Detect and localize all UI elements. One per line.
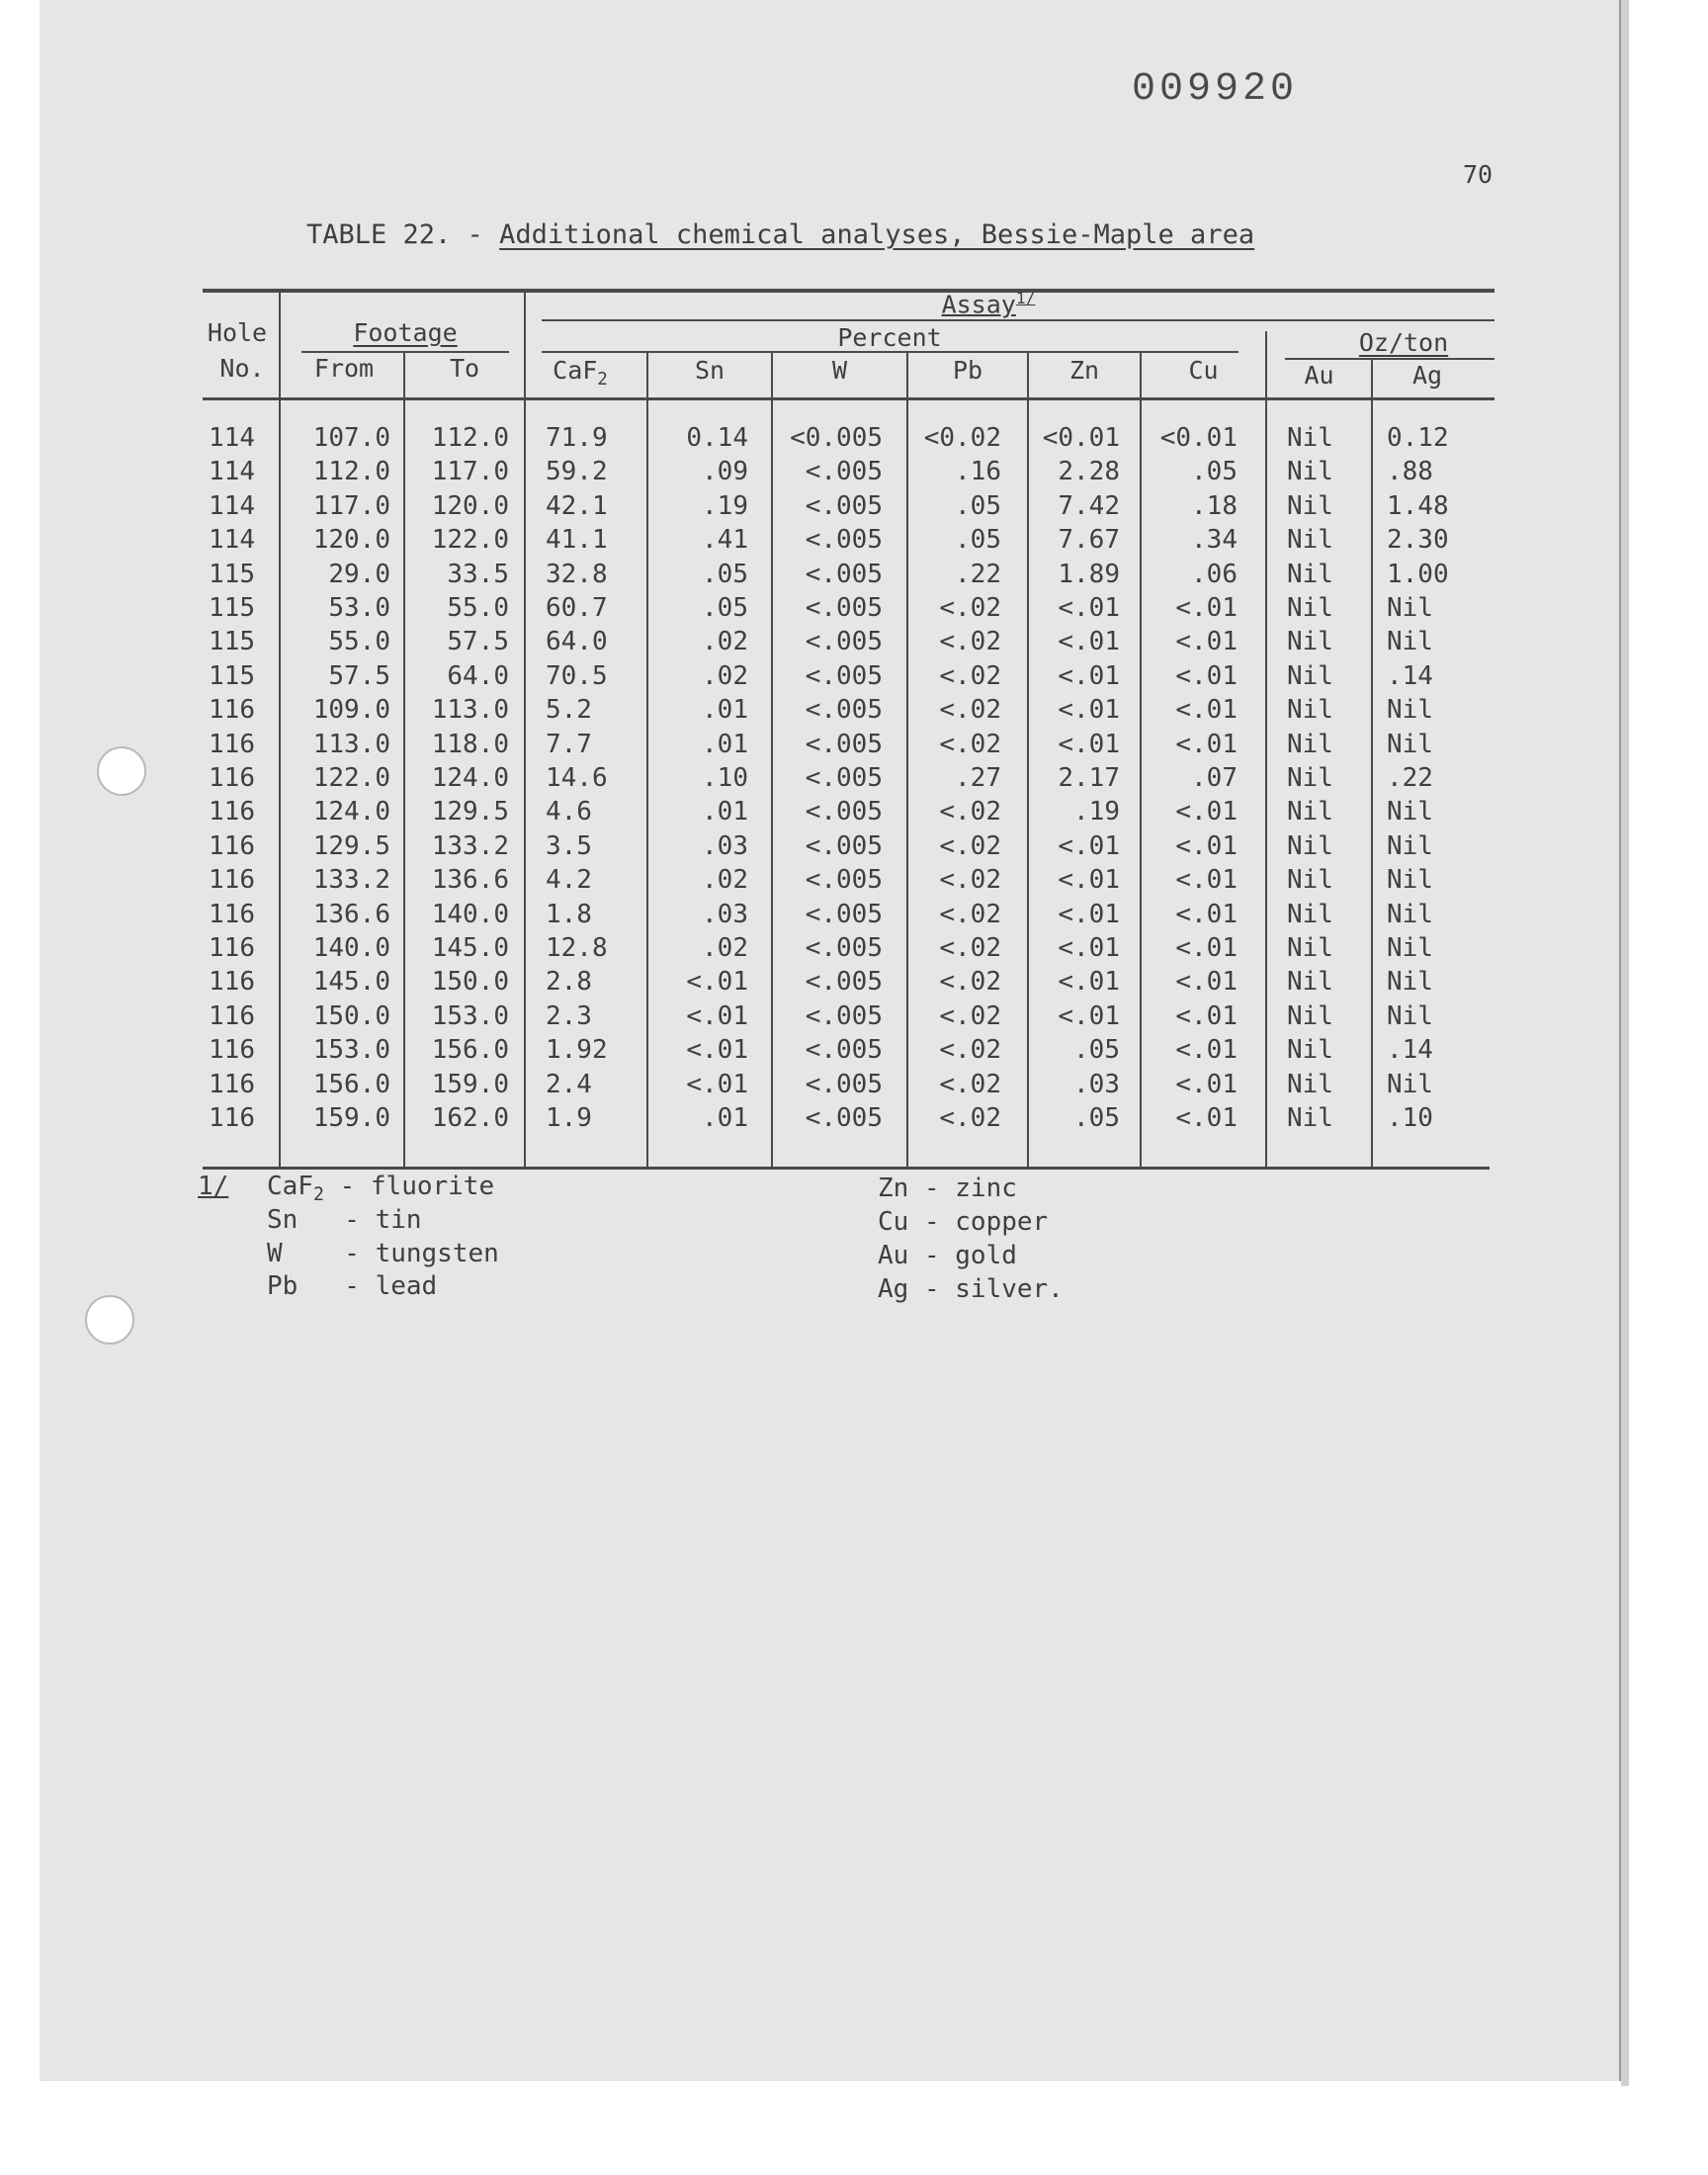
cell-pb: .27 bbox=[955, 763, 1001, 793]
footnote-sn: Sn - tin bbox=[267, 1205, 422, 1235]
cell-from: 133.2 bbox=[312, 865, 390, 896]
table-label: TABLE 22. - bbox=[306, 219, 500, 250]
cell-from: 140.0 bbox=[312, 933, 390, 963]
cell-pb: .22 bbox=[955, 559, 1001, 589]
cell-to: 64.0 bbox=[447, 660, 509, 691]
page-number: 70 bbox=[1463, 160, 1494, 189]
cell-w: <.005 bbox=[805, 729, 883, 759]
footnote-cu: Cu - copper bbox=[878, 1207, 1049, 1237]
header-hole: Hole bbox=[207, 318, 268, 347]
cell-cu: <.01 bbox=[1175, 797, 1238, 827]
cell-from: 57.5 bbox=[328, 660, 390, 691]
col-rule-hole bbox=[279, 289, 281, 1169]
cell-zn: 2.17 bbox=[1058, 763, 1120, 793]
cell-au: Nil bbox=[1287, 729, 1333, 759]
cell-zn: .19 bbox=[1073, 797, 1120, 827]
cell-caf2: 42.1 bbox=[546, 490, 608, 521]
cell-caf2: 12.8 bbox=[546, 933, 608, 963]
cell-pb: <.02 bbox=[939, 593, 1001, 623]
col-rule-footage bbox=[524, 289, 526, 1169]
cell-cu: <.01 bbox=[1175, 695, 1238, 726]
cell-zn: .05 bbox=[1073, 1035, 1120, 1066]
cell-sn: <.01 bbox=[686, 967, 748, 998]
cell-w: <.005 bbox=[805, 1069, 883, 1099]
cell-hole-no: 116 bbox=[209, 797, 255, 827]
cell-cu: <.01 bbox=[1175, 1069, 1238, 1099]
cell-cu: <.01 bbox=[1175, 933, 1238, 963]
cell-hole-no: 115 bbox=[209, 627, 255, 657]
cell-sn: .41 bbox=[702, 525, 748, 556]
cell-pb: <.02 bbox=[939, 1103, 1001, 1133]
cell-w: <.005 bbox=[805, 627, 883, 657]
cell-zn: 7.67 bbox=[1058, 525, 1120, 556]
cell-cu: .05 bbox=[1191, 457, 1238, 487]
cell-hole-no: 114 bbox=[209, 457, 255, 487]
cell-au: Nil bbox=[1287, 830, 1333, 861]
cell-caf2: 2.8 bbox=[546, 967, 592, 998]
cell-cu: <.01 bbox=[1175, 1103, 1238, 1133]
cell-hole-no: 116 bbox=[209, 967, 255, 998]
cell-zn: <.01 bbox=[1058, 695, 1120, 726]
cell-ag: .10 bbox=[1387, 1103, 1433, 1133]
cell-pb: .16 bbox=[955, 457, 1001, 487]
cell-w: <.005 bbox=[805, 490, 883, 521]
cell-pb: <.02 bbox=[939, 797, 1001, 827]
table-title bbox=[306, 219, 1254, 250]
cell-au: Nil bbox=[1287, 423, 1333, 453]
cell-cu: <.01 bbox=[1175, 729, 1238, 759]
cell-zn: <0.01 bbox=[1042, 423, 1120, 453]
footage-underline bbox=[301, 351, 509, 353]
header-pb: Pb bbox=[952, 356, 983, 385]
cell-sn: .05 bbox=[702, 559, 748, 589]
cell-ag: Nil bbox=[1387, 865, 1433, 896]
cell-cu: <.01 bbox=[1175, 660, 1238, 691]
cell-zn: <.01 bbox=[1058, 967, 1120, 998]
header-from: From bbox=[313, 354, 375, 383]
footnote-zn: Zn - zinc bbox=[878, 1174, 1017, 1203]
cell-to: 55.0 bbox=[447, 593, 509, 623]
cell-au: Nil bbox=[1287, 899, 1333, 929]
cell-ag: Nil bbox=[1387, 830, 1433, 861]
cell-hole-no: 116 bbox=[209, 1035, 255, 1066]
cell-sn: <.01 bbox=[686, 1069, 748, 1099]
cell-au: Nil bbox=[1287, 797, 1333, 827]
cell-sn: .05 bbox=[702, 593, 748, 623]
cell-caf2: 59.2 bbox=[546, 457, 608, 487]
cell-ag: Nil bbox=[1387, 1000, 1433, 1031]
header-bottom-rule bbox=[203, 397, 1494, 400]
cell-au: Nil bbox=[1287, 457, 1333, 487]
cell-from: 145.0 bbox=[312, 967, 390, 998]
cell-from: 159.0 bbox=[312, 1103, 390, 1133]
cell-hole-no: 115 bbox=[209, 593, 255, 623]
cell-au: Nil bbox=[1287, 490, 1333, 521]
cell-pb: .05 bbox=[955, 490, 1001, 521]
cell-au: Nil bbox=[1287, 865, 1333, 896]
cell-from: 53.0 bbox=[328, 593, 390, 623]
cell-to: 118.0 bbox=[431, 729, 509, 759]
assay-underline bbox=[542, 319, 1494, 321]
header-assay-footnote-ref: 1/ bbox=[1015, 289, 1036, 307]
cell-from: 117.0 bbox=[312, 490, 390, 521]
cell-hole-no: 115 bbox=[209, 559, 255, 589]
cell-caf2: 4.2 bbox=[546, 865, 592, 896]
col-rule-pb bbox=[1027, 353, 1029, 1169]
col-rule-caf2 bbox=[646, 353, 648, 1169]
cell-au: Nil bbox=[1287, 525, 1333, 556]
cell-ag: .22 bbox=[1387, 763, 1433, 793]
cell-cu: <.01 bbox=[1175, 830, 1238, 861]
cell-cu: .07 bbox=[1191, 763, 1238, 793]
footnote-marker: 1/ bbox=[198, 1172, 229, 1201]
cell-caf2: 64.0 bbox=[546, 627, 608, 657]
cell-from: 153.0 bbox=[312, 1035, 390, 1066]
cell-w: <.005 bbox=[805, 899, 883, 929]
cell-caf2: 14.6 bbox=[546, 763, 608, 793]
cell-w: <.005 bbox=[805, 593, 883, 623]
cell-cu: <.01 bbox=[1175, 627, 1238, 657]
cell-pb: <.02 bbox=[939, 1069, 1001, 1099]
cell-hole-no: 114 bbox=[209, 525, 255, 556]
cell-from: 136.6 bbox=[312, 899, 390, 929]
table-caption: Additional chemical analyses, Bessie-Maple area bbox=[499, 219, 1255, 250]
cell-to: 124.0 bbox=[431, 763, 509, 793]
header-oz-ton: Oz/ton bbox=[1358, 328, 1449, 357]
col-rule-zn bbox=[1140, 353, 1142, 1169]
cell-ag: Nil bbox=[1387, 695, 1433, 726]
header-assay bbox=[850, 289, 1127, 318]
hole-punch-top bbox=[97, 746, 146, 796]
cell-zn: <.01 bbox=[1058, 593, 1120, 623]
header-au: Au bbox=[1304, 361, 1334, 390]
cell-hole-no: 116 bbox=[209, 1069, 255, 1099]
cell-to: 156.0 bbox=[431, 1035, 509, 1066]
cell-caf2: 60.7 bbox=[546, 593, 608, 623]
cell-caf2: 1.8 bbox=[546, 899, 592, 929]
cell-from: 112.0 bbox=[312, 457, 390, 487]
cell-ag: Nil bbox=[1387, 967, 1433, 998]
cell-pb: <.02 bbox=[939, 729, 1001, 759]
cell-to: 140.0 bbox=[431, 899, 509, 929]
oz-ton-underline bbox=[1285, 358, 1494, 360]
header-assay-text: Assay bbox=[941, 290, 1016, 319]
cell-zn: <.01 bbox=[1058, 830, 1120, 861]
table-top-rule bbox=[203, 289, 1494, 293]
cell-sn: <.01 bbox=[686, 1035, 748, 1066]
cell-zn: <.01 bbox=[1058, 660, 1120, 691]
header-percent: Percent bbox=[837, 323, 942, 352]
cell-ag: Nil bbox=[1387, 899, 1433, 929]
header-no: No. bbox=[219, 354, 265, 383]
cell-cu: <.01 bbox=[1175, 967, 1238, 998]
footnote-caf2-subscript: 2 bbox=[312, 1184, 324, 1206]
cell-sn: .01 bbox=[702, 1103, 748, 1133]
cell-ag: .88 bbox=[1387, 457, 1433, 487]
cell-pb: <.02 bbox=[939, 627, 1001, 657]
cell-au: Nil bbox=[1287, 967, 1333, 998]
cell-pb: <0.02 bbox=[923, 423, 1001, 453]
cell-caf2: 3.5 bbox=[546, 830, 592, 861]
cell-ag: .14 bbox=[1387, 660, 1433, 691]
header-footage: Footage bbox=[353, 318, 458, 347]
cell-from: 29.0 bbox=[328, 559, 390, 589]
cell-pb: <.02 bbox=[939, 933, 1001, 963]
cell-pb: <.02 bbox=[939, 1000, 1001, 1031]
cell-zn: <.01 bbox=[1058, 865, 1120, 896]
header-ag: Ag bbox=[1411, 361, 1443, 390]
cell-sn: .09 bbox=[702, 457, 748, 487]
cell-sn: .02 bbox=[702, 865, 748, 896]
cell-hole-no: 116 bbox=[209, 763, 255, 793]
cell-caf2: 7.7 bbox=[546, 729, 592, 759]
cell-w: <.005 bbox=[805, 1103, 883, 1133]
cell-zn: .05 bbox=[1073, 1103, 1120, 1133]
cell-to: 113.0 bbox=[431, 695, 509, 726]
col-rule-w bbox=[906, 353, 908, 1169]
cell-w: <.005 bbox=[805, 830, 883, 861]
cell-pb: <.02 bbox=[939, 865, 1001, 896]
cell-ag: Nil bbox=[1387, 729, 1433, 759]
cell-caf2: 70.5 bbox=[546, 660, 608, 691]
cell-zn: 1.89 bbox=[1058, 559, 1120, 589]
cell-cu: <.01 bbox=[1175, 865, 1238, 896]
cell-pb: <.02 bbox=[939, 899, 1001, 929]
cell-au: Nil bbox=[1287, 1035, 1333, 1066]
cell-w: <.005 bbox=[805, 967, 883, 998]
cell-pb: <.02 bbox=[939, 695, 1001, 726]
cell-sn: .10 bbox=[702, 763, 748, 793]
cell-to: 159.0 bbox=[431, 1069, 509, 1099]
hole-punch-bottom bbox=[85, 1295, 134, 1345]
cell-au: Nil bbox=[1287, 593, 1333, 623]
cell-pb: <.02 bbox=[939, 830, 1001, 861]
cell-hole-no: 116 bbox=[209, 695, 255, 726]
cell-hole-no: 116 bbox=[209, 1000, 255, 1031]
header-caf2-text: CaF bbox=[553, 356, 598, 385]
col-rule-au bbox=[1371, 358, 1373, 1169]
cell-sn: .03 bbox=[702, 899, 748, 929]
cell-from: 113.0 bbox=[312, 729, 390, 759]
cell-hole-no: 116 bbox=[209, 865, 255, 896]
header-w: W bbox=[831, 356, 848, 385]
header-caf2-subscript: 2 bbox=[597, 370, 608, 390]
header-caf2 bbox=[526, 356, 635, 390]
cell-caf2: 4.6 bbox=[546, 797, 592, 827]
footnote-au: Au - gold bbox=[878, 1241, 1017, 1270]
cell-w: <.005 bbox=[805, 525, 883, 556]
cell-sn: .03 bbox=[702, 830, 748, 861]
cell-w: <.005 bbox=[805, 1000, 883, 1031]
cell-ag: Nil bbox=[1387, 933, 1433, 963]
cell-ag: 0.12 bbox=[1387, 423, 1449, 453]
cell-to: 112.0 bbox=[431, 423, 509, 453]
header-sn: Sn bbox=[694, 356, 726, 385]
footnote-caf2 bbox=[267, 1172, 494, 1205]
cell-hole-no: 116 bbox=[209, 830, 255, 861]
cell-ag: .14 bbox=[1387, 1035, 1433, 1066]
cell-au: Nil bbox=[1287, 559, 1333, 589]
cell-from: 122.0 bbox=[312, 763, 390, 793]
cell-to: 150.0 bbox=[431, 967, 509, 998]
footnote-ag: Ag - silver. bbox=[878, 1274, 1064, 1304]
cell-from: 150.0 bbox=[312, 1000, 390, 1031]
sheet-edge-shadow bbox=[1621, 0, 1629, 2086]
cell-au: Nil bbox=[1287, 660, 1333, 691]
cell-from: 129.5 bbox=[312, 830, 390, 861]
cell-cu: <.01 bbox=[1175, 593, 1238, 623]
cell-ag: Nil bbox=[1387, 593, 1433, 623]
cell-hole-no: 116 bbox=[209, 933, 255, 963]
document-number: 009920 bbox=[1132, 67, 1299, 112]
cell-ag: Nil bbox=[1387, 797, 1433, 827]
cell-to: 162.0 bbox=[431, 1103, 509, 1133]
cell-sn: .01 bbox=[702, 729, 748, 759]
cell-pb: <.02 bbox=[939, 967, 1001, 998]
cell-cu: <.01 bbox=[1175, 1000, 1238, 1031]
cell-caf2: 1.92 bbox=[546, 1035, 608, 1066]
cell-pb: .05 bbox=[955, 525, 1001, 556]
cell-w: <.005 bbox=[805, 457, 883, 487]
cell-ag: Nil bbox=[1387, 1069, 1433, 1099]
cell-w: <.005 bbox=[805, 763, 883, 793]
cell-w: <0.005 bbox=[790, 423, 883, 453]
cell-to: 122.0 bbox=[431, 525, 509, 556]
cell-caf2: 41.1 bbox=[546, 525, 608, 556]
cell-sn: .01 bbox=[702, 797, 748, 827]
cell-from: 109.0 bbox=[312, 695, 390, 726]
table-bottom-rule bbox=[203, 1167, 1490, 1170]
cell-caf2: 71.9 bbox=[546, 423, 608, 453]
cell-hole-no: 116 bbox=[209, 1103, 255, 1133]
cell-hole-no: 114 bbox=[209, 423, 255, 453]
cell-cu: <0.01 bbox=[1159, 423, 1238, 453]
cell-to: 129.5 bbox=[431, 797, 509, 827]
cell-from: 156.0 bbox=[312, 1069, 390, 1099]
cell-w: <.005 bbox=[805, 933, 883, 963]
cell-pb: <.02 bbox=[939, 1035, 1001, 1066]
cell-caf2: 5.2 bbox=[546, 695, 592, 726]
cell-zn: <.01 bbox=[1058, 1000, 1120, 1031]
cell-hole-no: 115 bbox=[209, 660, 255, 691]
cell-to: 153.0 bbox=[431, 1000, 509, 1031]
cell-au: Nil bbox=[1287, 627, 1333, 657]
cell-to: 133.2 bbox=[431, 830, 509, 861]
cell-w: <.005 bbox=[805, 797, 883, 827]
header-zn: Zn bbox=[1068, 356, 1100, 385]
cell-zn: 2.28 bbox=[1058, 457, 1120, 487]
footnote-caf2-symbol: CaF bbox=[267, 1172, 313, 1201]
cell-from: 107.0 bbox=[312, 423, 390, 453]
cell-zn: <.01 bbox=[1058, 729, 1120, 759]
cell-sn: 0.14 bbox=[686, 423, 748, 453]
cell-cu: .34 bbox=[1191, 525, 1238, 556]
cell-ag: 2.30 bbox=[1387, 525, 1449, 556]
cell-cu: .06 bbox=[1191, 559, 1238, 589]
cell-sn: .02 bbox=[702, 627, 748, 657]
footnote-caf2-definition: - fluorite bbox=[339, 1172, 495, 1201]
cell-zn: <.01 bbox=[1058, 627, 1120, 657]
cell-au: Nil bbox=[1287, 695, 1333, 726]
header-to: To bbox=[449, 354, 480, 383]
cell-caf2: 2.3 bbox=[546, 1000, 592, 1031]
cell-cu: .18 bbox=[1191, 490, 1238, 521]
cell-hole-no: 116 bbox=[209, 729, 255, 759]
cell-sn: .02 bbox=[702, 660, 748, 691]
cell-caf2: 1.9 bbox=[546, 1103, 592, 1133]
cell-au: Nil bbox=[1287, 1000, 1333, 1031]
cell-sn: <.01 bbox=[686, 1000, 748, 1031]
cell-w: <.005 bbox=[805, 695, 883, 726]
col-rule-from bbox=[403, 353, 405, 1169]
cell-to: 117.0 bbox=[431, 457, 509, 487]
cell-au: Nil bbox=[1287, 1103, 1333, 1133]
cell-to: 136.6 bbox=[431, 865, 509, 896]
cell-sn: .02 bbox=[702, 933, 748, 963]
cell-hole-no: 116 bbox=[209, 899, 255, 929]
cell-w: <.005 bbox=[805, 660, 883, 691]
footnote-w: W - tungsten bbox=[267, 1239, 499, 1268]
cell-zn: 7.42 bbox=[1058, 490, 1120, 521]
cell-pb: <.02 bbox=[939, 660, 1001, 691]
cell-au: Nil bbox=[1287, 1069, 1333, 1099]
cell-caf2: 2.4 bbox=[546, 1069, 592, 1099]
cell-hole-no: 114 bbox=[209, 490, 255, 521]
footnote-pb: Pb - lead bbox=[267, 1271, 438, 1301]
cell-w: <.005 bbox=[805, 865, 883, 896]
col-rule-sn bbox=[771, 353, 773, 1169]
cell-ag: Nil bbox=[1387, 627, 1433, 657]
cell-to: 145.0 bbox=[431, 933, 509, 963]
cell-cu: <.01 bbox=[1175, 899, 1238, 929]
cell-ag: 1.00 bbox=[1387, 559, 1449, 589]
cell-zn: <.01 bbox=[1058, 933, 1120, 963]
cell-au: Nil bbox=[1287, 933, 1333, 963]
cell-zn: .03 bbox=[1073, 1069, 1120, 1099]
cell-to: 57.5 bbox=[447, 627, 509, 657]
cell-caf2: 32.8 bbox=[546, 559, 608, 589]
cell-sn: .19 bbox=[702, 490, 748, 521]
cell-from: 55.0 bbox=[328, 627, 390, 657]
cell-from: 120.0 bbox=[312, 525, 390, 556]
cell-sn: .01 bbox=[702, 695, 748, 726]
cell-cu: <.01 bbox=[1175, 1035, 1238, 1066]
cell-to: 120.0 bbox=[431, 490, 509, 521]
header-cu: Cu bbox=[1188, 356, 1219, 385]
cell-w: <.005 bbox=[805, 1035, 883, 1066]
cell-zn: <.01 bbox=[1058, 899, 1120, 929]
cell-ag: 1.48 bbox=[1387, 490, 1449, 521]
cell-w: <.005 bbox=[805, 559, 883, 589]
cell-from: 124.0 bbox=[312, 797, 390, 827]
cell-au: Nil bbox=[1287, 763, 1333, 793]
cell-to: 33.5 bbox=[447, 559, 509, 589]
col-rule-cu bbox=[1265, 331, 1267, 1169]
